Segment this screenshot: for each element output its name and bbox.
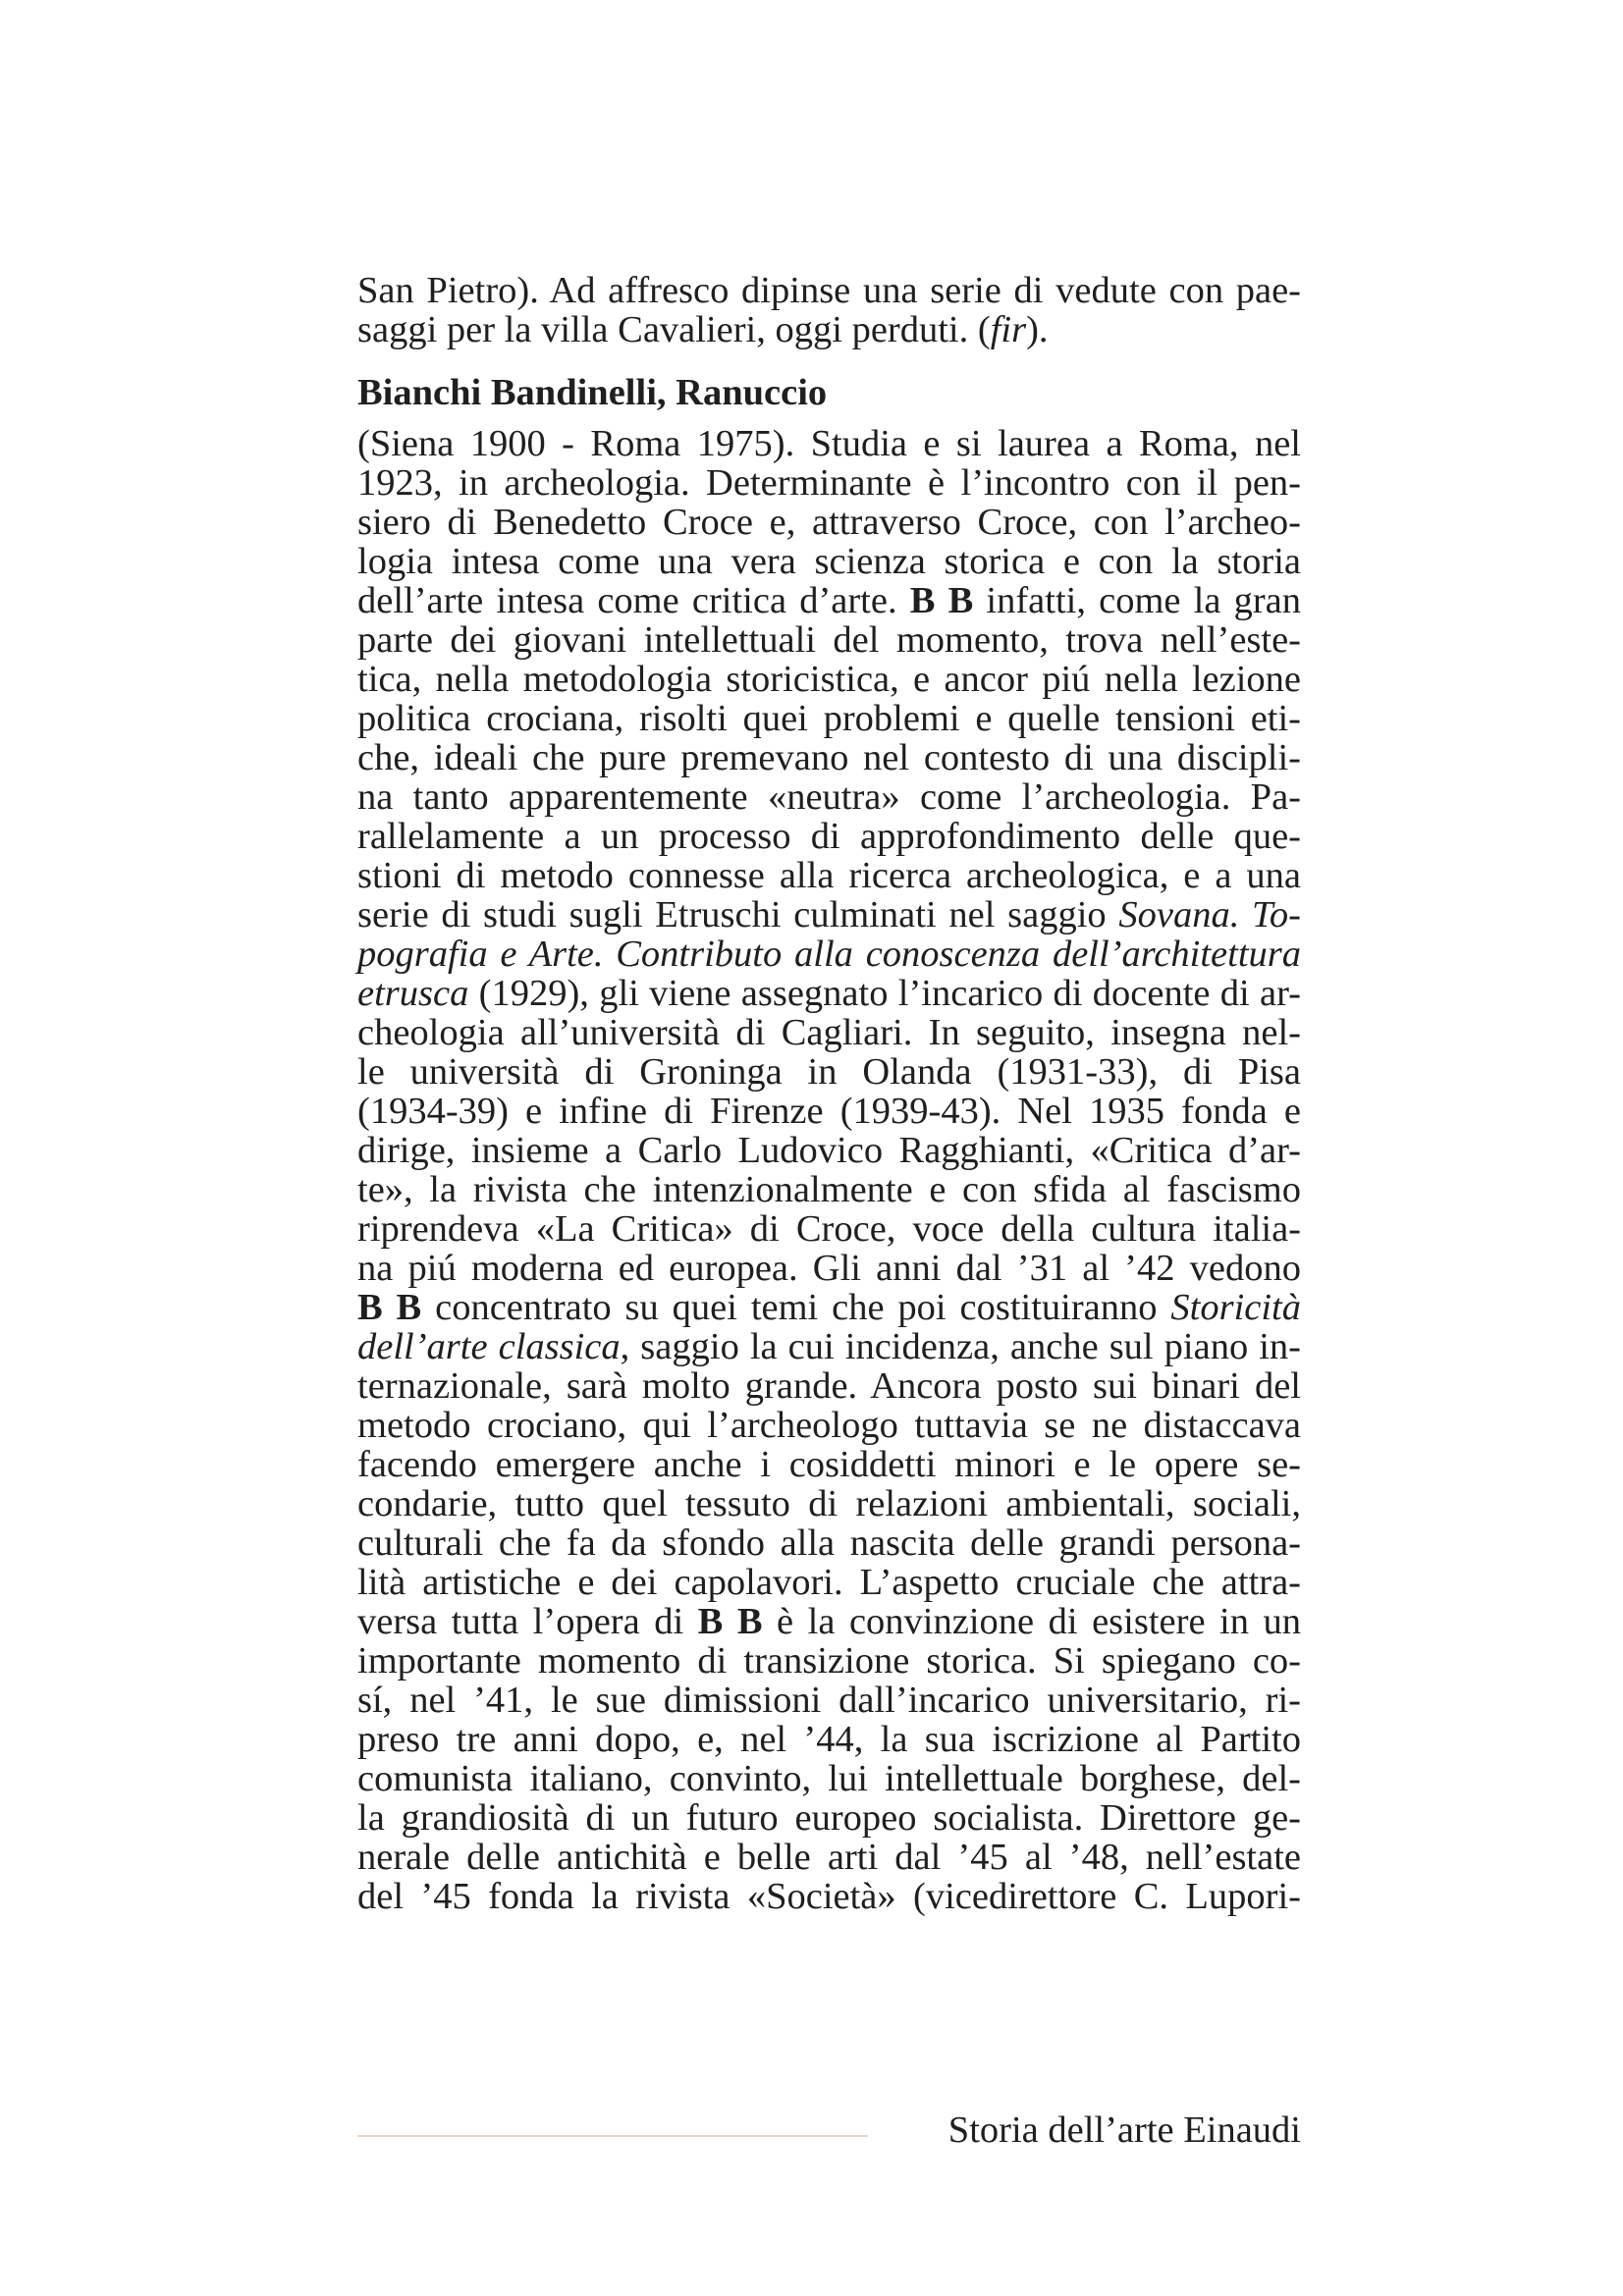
- subject-abbreviation: B B: [697, 1601, 763, 1642]
- body-line: (1934-39) e infine di Firenze (1939-43). Nel 1935 fonda e: [357, 1091, 1301, 1132]
- body-line: comunista italiano, convinto, lui intellettuale borghese, del-: [357, 1758, 1301, 1799]
- body-line: parte dei giovani intellettuali del momento, trova nell’este-: [357, 619, 1301, 661]
- body-line: la grandiosità di un futuro europeo socialista. Direttore ge-: [357, 1797, 1301, 1839]
- body-line: [357, 1288, 1301, 1327]
- work-title-italic: etrusca: [357, 973, 469, 1014]
- body-line: culturali che fa da sfondo alla nascita delle grandi persona-: [357, 1522, 1301, 1564]
- body-line: preso tre anni dopo, e, nel ’44, la sua iscrizione al Partito: [357, 1719, 1301, 1760]
- body-text: serie di studi sugli Etruschi culminati nel saggio: [357, 894, 1119, 935]
- intro-line-2-end: ).: [1026, 309, 1049, 350]
- footer-rule: [357, 2135, 868, 2137]
- body-line: dirige, insieme a Carlo Ludovico Ragghianti, «Critica d’ar-: [357, 1130, 1301, 1171]
- body-line: [357, 1602, 1301, 1641]
- body-line: stioni di metodo connesse alla ricerca archeologica, e a una: [357, 855, 1301, 896]
- author-signature: fir: [990, 309, 1027, 350]
- entry-heading: Bianchi Bandinelli, Ranuccio: [357, 372, 828, 413]
- body-line: na tanto apparentemente «neutra» come l’archeologia. Pa-: [357, 776, 1301, 818]
- body-line: te», la rivista che intenzionalmente e con sfida al fascismo: [357, 1169, 1301, 1210]
- work-title-italic: Storicità: [1170, 1287, 1301, 1328]
- body-text: è la convinzione di esistere in un: [762, 1601, 1301, 1642]
- body-line: (Siena 1900 - Roma 1975). Studia e si laurea a Roma, nel: [357, 423, 1301, 464]
- body-line: che, ideali che pure premevano nel contesto di una discipli-: [357, 737, 1301, 778]
- body-text: , saggio la cui incidenza, anche sul piano in-: [620, 1326, 1301, 1367]
- body-line: 1923, in archeologia. Determinante è l’incontro con il pen-: [357, 462, 1301, 504]
- body-line: sí, nel ’41, le sue dimissioni dall’incarico universitario, ri-: [357, 1680, 1301, 1721]
- body-line: riprendeva «La Critica» di Croce, voce della cultura italia-: [357, 1208, 1301, 1250]
- body-line: na piú moderna ed europea. Gli anni dal ’31 al ’42 vedono: [357, 1248, 1301, 1289]
- body-line: [357, 895, 1301, 934]
- intro-line-1: San Pietro). Ad affresco dipinse una serie di vedute con pae-: [357, 270, 1301, 311]
- body-line: politica crociana, risolti quei problemi e quelle tensioni eti-: [357, 698, 1301, 739]
- body-line: del ’45 fonda la rivista «Società» (vicedirettore C. Lupori-: [357, 1876, 1301, 1917]
- body-text: (1929), gli viene assegnato l’incarico di docente di ar-: [468, 973, 1301, 1014]
- footer-title: Storia dell’arte Einaudi: [947, 2109, 1301, 2151]
- body-text: infatti, come la gran: [973, 580, 1302, 621]
- body-line: facendo emergere anche i cosiddetti minori e le opere se-: [357, 1444, 1301, 1485]
- body-line: rallelamente a un processo di approfondimento delle que-: [357, 816, 1301, 857]
- intro-line-2-text: saggi per la villa Cavalieri, oggi perduti. (: [357, 309, 991, 350]
- body-line: le università di Groninga in Olanda (1931-33), di Pisa: [357, 1051, 1301, 1093]
- body-line: importante momento di transizione storica. Si spiegano co-: [357, 1640, 1301, 1682]
- body-line: condarie, tutto quel tessuto di relazioni ambientali, sociali,: [357, 1483, 1301, 1524]
- body-line: logia intesa come una vera scienza storica e con la storia: [357, 541, 1301, 582]
- work-title-italic: Sovana. To-: [1118, 894, 1301, 935]
- subject-abbreviation: B B: [909, 580, 974, 621]
- subject-abbreviation: B B: [357, 1287, 422, 1328]
- body-text: versa tutta l’opera di: [357, 1601, 698, 1642]
- body-line: siero di Benedetto Croce e, attraverso Croce, con l’archeo-: [357, 502, 1301, 543]
- work-title-italic-line: pografia e Arte. Contributo alla conoscenza dell’architettura: [357, 934, 1301, 975]
- body-text: dell’arte intesa come critica d’arte.: [357, 580, 910, 621]
- body-line: [357, 974, 1301, 1013]
- entry-body: [357, 424, 1301, 1916]
- body-line: [357, 1327, 1301, 1366]
- intro-line-2: [357, 310, 1301, 349]
- body-line: nerale delle antichità e belle arti dal ’45 al ’48, nell’estate: [357, 1837, 1301, 1878]
- body-line: [357, 581, 1301, 620]
- body-line: metodo crociano, qui l’archeologo tuttavia se ne distaccava: [357, 1405, 1301, 1446]
- body-line: cheologia all’università di Cagliari. In seguito, insegna nel-: [357, 1012, 1301, 1053]
- body-line: lità artistiche e dei capolavori. L’aspetto cruciale che attra-: [357, 1562, 1301, 1603]
- body-line: ternazionale, sarà molto grande. Ancora posto sui binari del: [357, 1365, 1301, 1407]
- work-title-italic: dell’arte classica: [357, 1326, 621, 1367]
- text-column: [357, 271, 1301, 1916]
- body-text: concentrato su quei temi che poi costituiranno: [421, 1287, 1171, 1328]
- body-line: tica, nella metodologia storicistica, e ancor piú nella lezione: [357, 659, 1301, 700]
